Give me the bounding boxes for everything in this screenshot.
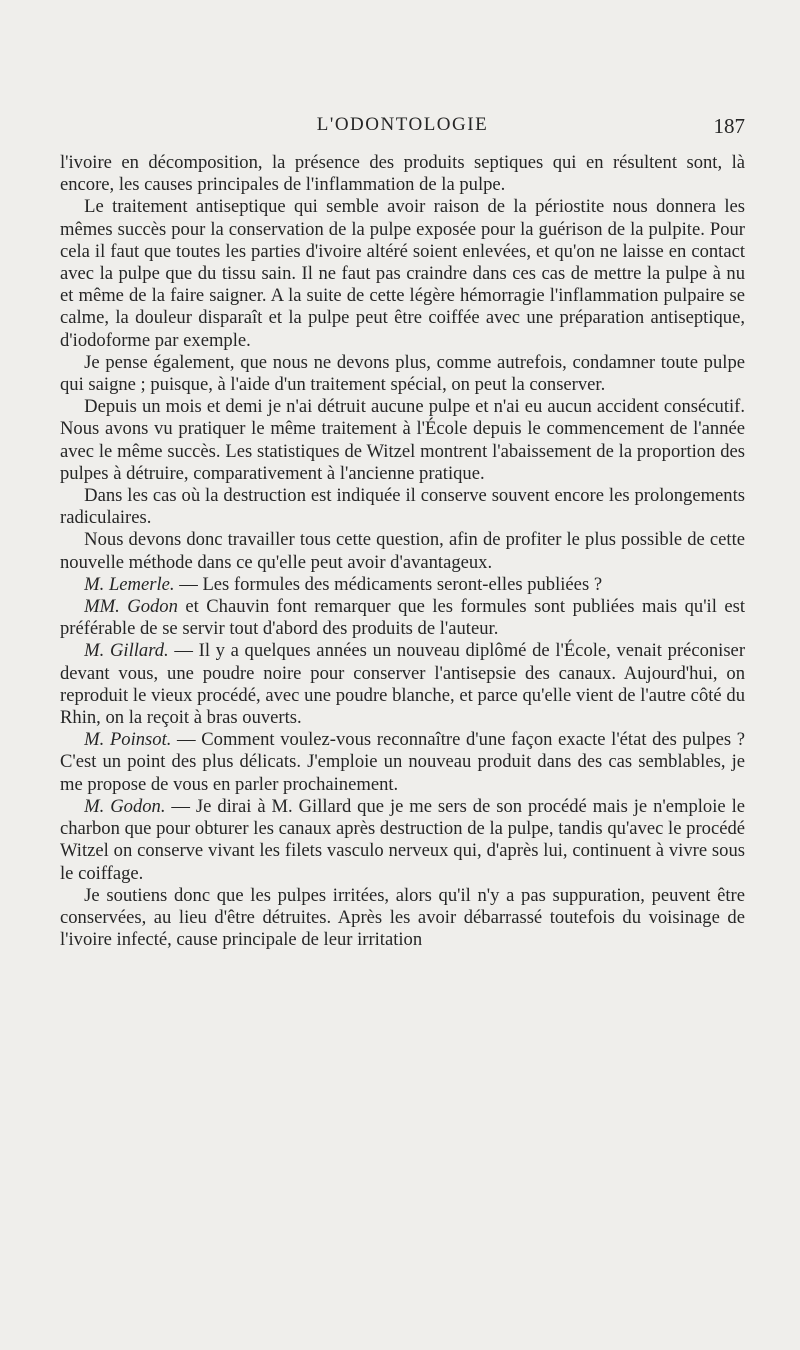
paragraph [60,574,745,596]
paragraph-text: Je pense également, que nous ne devons plus, comme autrefois, condamner toute pulpe qui saigne ; puisque, à l'aide d'un traitement spécial, on peut la conserver. [60,351,745,396]
paragraph-text: Depuis un mois et demi je n'ai détruit aucune pulpe et n'ai eu aucun accident consécutif. Nous avons vu pratiquer le même traitement à l'École depuis le commencement de l'année avec le même succès. Les statistiques de Witzel montrent l'abaissement de la proportion des pulpes à détruire, comparativement à l'ancienne pratique. [60,396,745,484]
paragraph-text: Je soutiens donc que les pulpes irritées, alors qu'il n'y a pas suppuration, peuvent être conservées, au lieu d'être détruites. Après les avoir débarrassé toutefois du voisinage de l'ivoire infecté, cause principale de leur irritation [60,884,745,951]
paragraph [60,396,745,485]
running-title: L'ODONTOLOGIE [316,114,489,135]
paragraph-text: Le traitement antiseptique qui semble avoir raison de la périostite nous donnera les mêmes succès pour la conservation de la pulpe exposée pour la guérison de la pulpite. Pour cela il faut que toutes les parties d'ivoire altéré soient enlevées, et qu'on ne laisse en contact avec la pulpe que du tissu sain. Il ne faut pas craindre dans ces cas de mettre la pulpe à nu et même de la faire saigner. A la suite de cette légère hémorragie l'inflammation pulpaire se calme, la douleur disparaît et la pulpe peut être coiffée avec une préparation antiseptique, d'iodoforme par exemple. [60,196,745,351]
page-number: 187 [713,114,745,138]
paragraph [60,152,745,196]
paragraph [60,596,745,640]
speaker-name: MM. Godon [84,596,178,618]
paragraph-text: — Je dirai à M. Gillard que je me sers de son procédé mais je n'emploie le charbon que pour obturer les canaux après destruction de la pulpe, tandis qu'avec le procédé Witzel on conserve vivant les filets vasculo nerveux qui, d'après lui, continuent à vivre sous le coiffage. [60,795,745,884]
paragraph-text: et Chauvin font remarquer que les formules sont publiées mais qu'il est préférable de se servir tout d'abord des produits de l'auteur. [60,596,746,640]
paragraph [60,796,745,885]
paragraph-text: — Les formules des médicaments seront-elles publiées ? [174,573,603,595]
paragraph [60,529,745,573]
speaker-name: M. Lemerle. [84,573,175,595]
speaker-name: M. Poinsot. [84,729,172,751]
paragraph-text: Dans les cas où la destruction est indiquée il conserve souvent encore les prolongements radiculaires. [60,485,745,529]
paragraph-text: — Il y a quelques années un nouveau diplômé de l'École, venait préconiser devant vous, une poudre noire pour conserver l'antisepsie des canaux. Aujourd'hui, on reproduit le vieux procédé, avec une poudre blanche, et parce qu'elle vient de l'autre côté du Rhin, on la reçoit à bras ouverts. [60,640,746,729]
paragraph [60,196,745,351]
paragraph [60,640,745,729]
body-text [60,152,745,951]
paragraph-text: l'ivoire en décomposition, la présence des produits septiques qui en résultent sont, là encore, les causes principales de l'inflammation de la pulpe. [60,152,745,196]
paragraph [60,885,745,952]
speaker-name: M. Gillard. [84,640,169,662]
paragraph [60,352,745,396]
paragraph-text: — Comment voulez-vous reconnaître d'une façon exacte l'état des pulpes ? C'est un point des plus délicats. J'emploie un nouveau produit dans des cas semblables, je me propose de vous en parler prochainement. [60,729,745,795]
paragraph-text: Nous devons donc travailler tous cette question, afin de profiter le plus possible de cette nouvelle méthode dans ce qu'elle peut avoir d'avantageux. [60,529,745,573]
speaker-name: M. Godon. [84,795,166,817]
paragraph [60,485,745,529]
running-head [60,110,745,144]
paragraph [60,729,745,796]
